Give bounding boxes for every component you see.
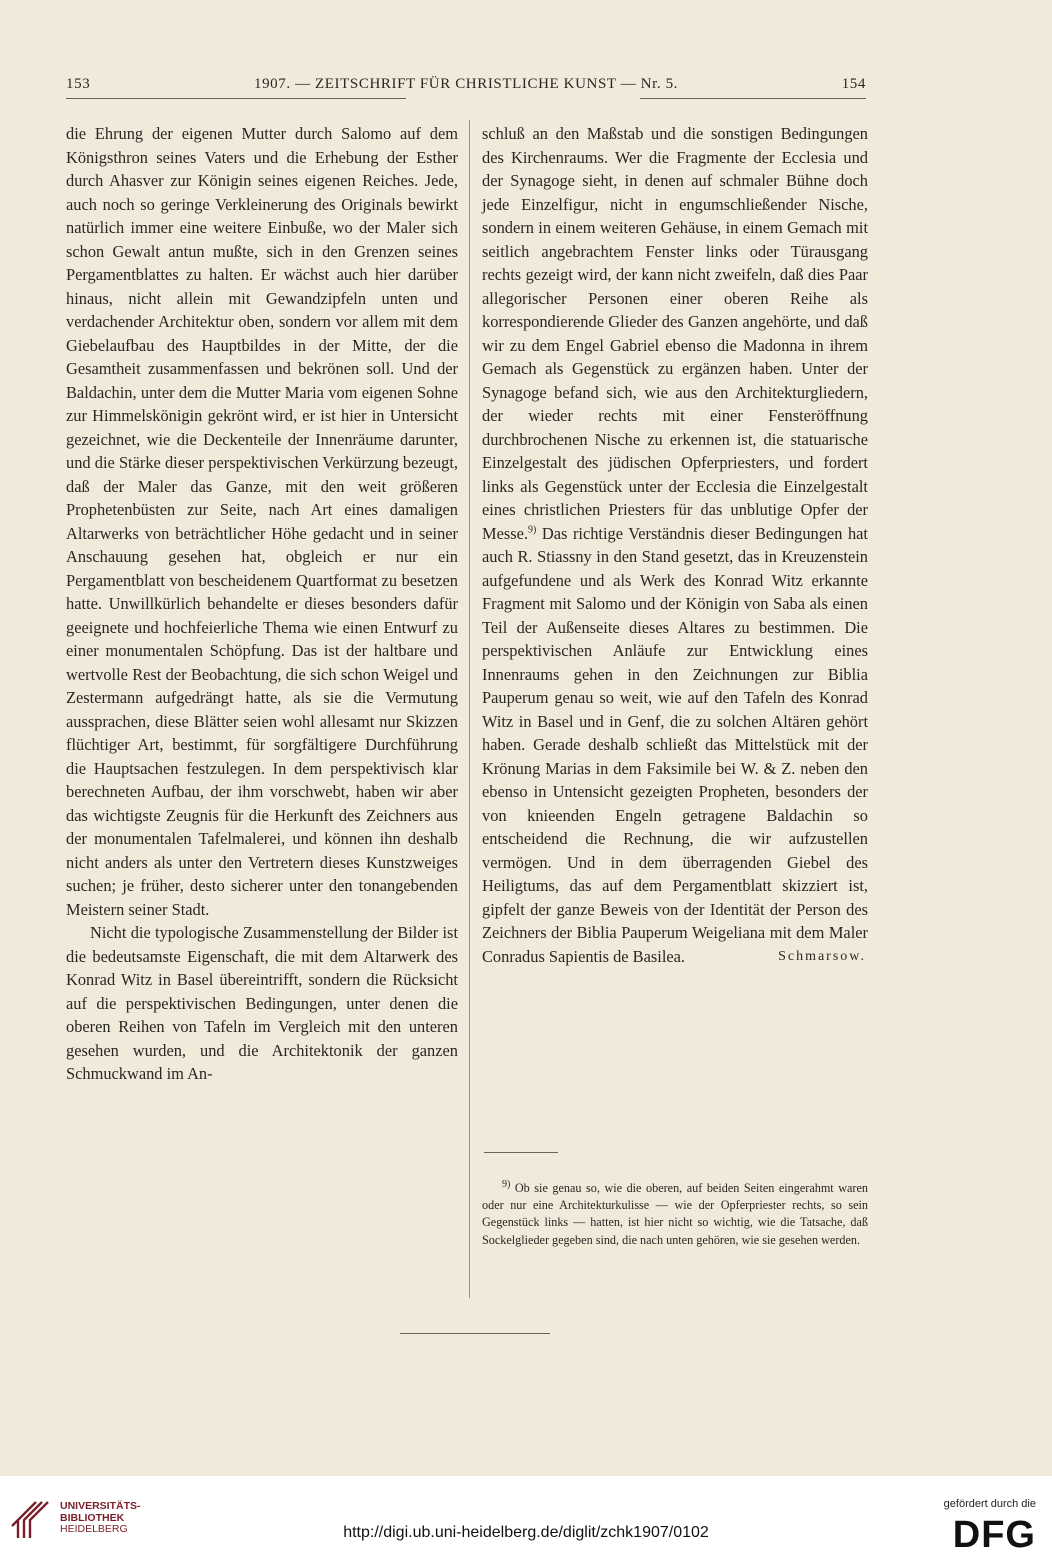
column-divider	[469, 120, 470, 1298]
paragraph	[482, 122, 868, 968]
running-head	[66, 76, 866, 98]
left-column	[66, 122, 458, 1086]
permalink-url[interactable]: http://digi.ub.uni-heidelberg.de/diglit/zchk1907/0102	[343, 1524, 709, 1541]
footnote-text: Ob sie genau so, wie die oberen, auf beiden Seiten eingerahmt waren oder nur eine Architekturkulisse — wie der Opferpriester rechts, so sein Gegenstück links — hatten, ist hier nicht so wichtig, wie die Tatsache, daß Sockelglieder gegeben sind, die nach unten gehören, wie sie gesehen werden.	[482, 1181, 868, 1247]
library-line: UNIVERSITÄTS-	[60, 1500, 141, 1512]
footnote-reference[interactable]: 9)	[527, 524, 537, 536]
paragraph: die Ehrung der eigenen Mutter durch Salomo auf dem Königsthron seines Vaters und die Erhebung der Esther durch Ahasver zur Königin seines eigenen Reiches. Jede, auch noch so geringe Verkleinerung des Originals bewirkt natürlich immer eine weitere Einbuße, wo der Maler sich schon Gewalt antun mußte, sich in den Grenzen seines Pergamentblattes zu halten. Er wächst auch hier darüber hinaus, nicht allein mit Gewandzipfeln unten und verdachender Architektur oben, sondern vor allem mit dem Giebelaufbau des Hauptbildes in der Mitte, der die Gesamtheit zusammenfassen und bekrönen soll. Und der Baldachin, unter dem die Mutter Maria vom eigenen Sohne zur Himmelskönigin gekrönt wird, er ist hier in Untersicht gezeichnet, wie die Deckenteile der Innenräume darunter, und die Stärke dieser perspektivischen Verkürzung bezeugt, daß der Maler das Ganze, mit den weit größeren Prophetenbüsten zur Seite, nach Art eines damaligen Altarwerks von beträchtlicher Höhe gedacht und in seiner Anschauung gesehen hat, obgleich er nur ein Pergamentblatt von bescheidenem Quartformat zu besetzen hatte. Unwillkürlich behandelte er dieses besonders dafür geeignete und hochfeierliche Thema wie einen Entwurf zu einer monumentalen Schöpfung. Das ist der haltbare und wertvolle Rest der Beobachtung, die sich schon Weigel und Zestermann aufgedrängt hatte, als sie die Vermutung aussprachen, diese Blätter seien wohl allesamt nur Skizzen flüchtiger Art, bestimmt, für sorgfältigere Durchführung die Hauptsachen festzulegen. In dem perspektivisch klar berechneten Aufbau, der ihm vorschwebt, haben wir aber das wichtigste Zeugnis für die Herkunft des Zeichners aus der monumentalen Tafelmalerei, und können ihn deshalb nicht anders als unter den Vertretern dieses Kunstzweiges suchen; je früher, desto sicherer unter den tonangebenden Meistern seiner Stadt.	[66, 124, 458, 919]
dfg-logo: DFG	[952, 1514, 1036, 1556]
header-rule-left	[66, 98, 406, 99]
paragraph: Nicht die typologische Zusammenstellung der Bilder ist die bedeutsamste Eigenschaft, die mit dem Altarwerk des Konrad Witz in Basel übereintrifft, sondern die Rücksicht auf die perspektivischen Bedingungen, unter denen die oberen Reihen von Tafeln im Vergleich mit den unteren gesehen wurden, und die Architektonik der ganzen Schmuckwand im An-	[66, 923, 458, 1083]
library-line: BIBLIOTHEK	[60, 1511, 125, 1524]
end-rule	[400, 1333, 550, 1334]
right-column	[482, 122, 868, 968]
footnote-marker: 9)	[502, 1178, 511, 1190]
digitization-footer	[0, 1476, 1052, 1560]
paragraph-text: schluß an den Maßstab und die sonstigen Bedingungen des Kirchenraums. Wer die Fragmente der Ecclesia und der Synagoge sieht, in denen auf schmaler Bühne doch jede Einzelfigur, nicht in engumschließender Nische, sondern in einem weiteren Gehäuse, in einem Gemach mit seitlich angebrachtem Fenster links oder Türausgang rechts gezeigt wird, der kann nicht zweifeln, daß dies Paar allegorischer Personen einer oberen Reihe als korrespondierende Glieder des Ganzen angehörte, und daß wir zu dem Engel Gabriel ebenso die Madonna in ihrem Gemach als Gegenstück zu ergänzen haben. Unter der Synagoge befand sich, wie aus den Architekturgliedern, der wieder rechts mit einer Fensteröffnung durchbrochenen Nische zu erkennen ist, die statuarische Einzelgestalt des jüdischen Opferpriesters, und fordert links als Gegenstück unter der Ecclesia die Einzelgestalt eines christlichen Priesters für das unblutige Opfer der Messe.	[482, 124, 868, 543]
page-number-right: 154	[841, 76, 866, 92]
library-line: HEIDELBERG	[60, 1523, 128, 1535]
funding-label: gefördert durch die	[943, 1498, 1036, 1510]
footnote	[482, 1180, 868, 1249]
paragraph-text: Das richtige Verständnis dieser Bedingungen hat auch R. Stiassny in den Stand gesetzt, das in Kreuzenstein aufgefundene und als Werk des Konrad Witz erkannte Fragment mit Salomo und der Königin von Saba als einen Teil der Außenseite dieses Altares zu bestimmen. Die perspektivischen Anläufe zur Entwicklung eines Innenraums gehen in den Zeichnungen zur Biblia Pauperum genau so weit, wie auf den Tafeln des Konrad Witz in Basel und in Genf, die zu solchen Altären gehört haben. Gerade deshalb schließt das Mittelstück mit der Krönung Marias in dem Faksimile bei W. & Z. neben den ebenso in Untensicht gezeigten Propheten, besonders der von knieenden Engeln getragene Baldachin so entscheidend die Rechnung, die wir aufzustellen vermögen. Und in dem überragenden Giebel des Heiligtums, das auf dem Pergamentblatt skizziert ist, gipfelt der ganze Beweis von der Identität der Person des Zeichners der Biblia Pauperum Weigeliana mit dem Maler Conradus Sapientis de Basilea.	[482, 523, 868, 966]
footnote-rule	[484, 1152, 558, 1153]
journal-title: 1907. — ZEITSCHRIFT FÜR CHRISTLICHE KUNST — Nr. 5.	[253, 76, 679, 92]
author-signature: Schmarsow.	[778, 948, 866, 964]
page-number-left: 153	[66, 76, 91, 92]
header-rule-right	[640, 98, 866, 99]
